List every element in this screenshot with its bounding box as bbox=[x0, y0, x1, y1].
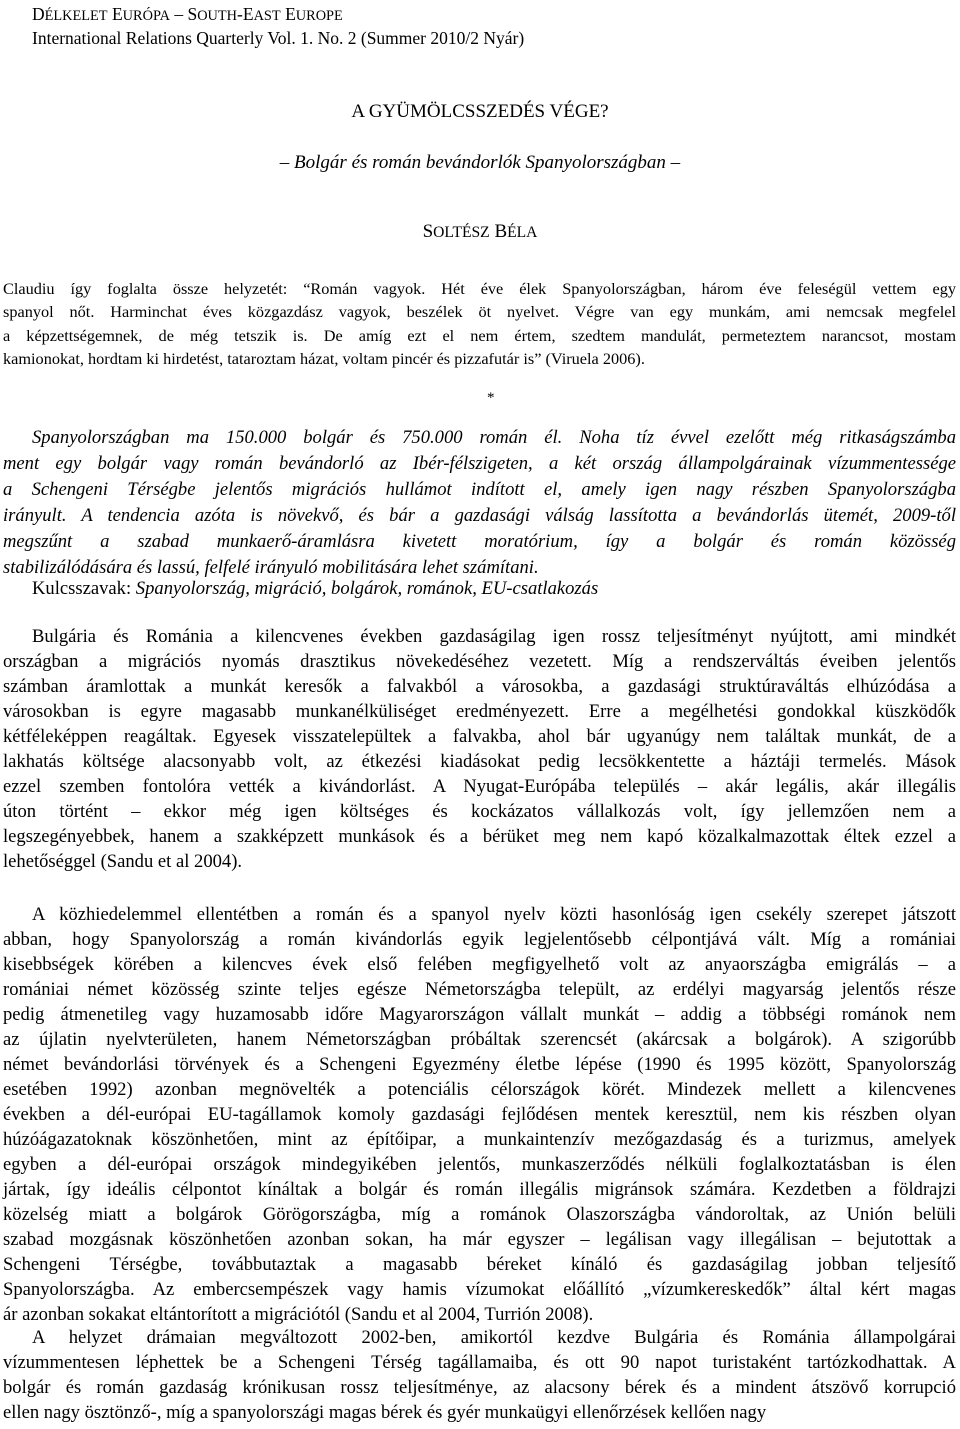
keywords-label: Kulcsszavak: bbox=[32, 578, 136, 599]
body-line: romániai német közösség szinte teljes egésze Németországba települt, az erdélyi magyarság jelentős része bbox=[3, 979, 956, 1000]
body-line: lakhatás költsége alacsonyabb volt, az étkezési kiadásokat pedig lecsökkentette a háztáji termelés. Mások bbox=[3, 751, 956, 772]
body-line: legszegényebbek, hanem a szakképzett munkások és a bérüket meg nem kapó közalkalmazottak éltek ezzel a bbox=[3, 826, 956, 847]
journal-name-separator: – bbox=[169, 4, 188, 24]
journal-name-dash: - bbox=[237, 4, 243, 24]
body-line: lehetőséggel (Sandu et al 2004). bbox=[3, 851, 243, 872]
author-letter: B bbox=[489, 221, 508, 242]
body-line: A helyzet drámaian megváltozott 2002-ben, amikortól kezdve Bulgária és Románia állampolgárai bbox=[32, 1327, 956, 1348]
author-smallcaps: OLTÉSZ bbox=[433, 224, 490, 241]
article-subtitle: – Bolgár és román bevándorlók Spanyolországban – bbox=[279, 152, 681, 173]
author-letter: S bbox=[422, 221, 434, 242]
abstract-line: irányult. A tendencia azóta is növekvő, és bár a gazdasági válság lassította a bevándorlás ütemét, 2009-től bbox=[3, 504, 956, 526]
body-line: Schengeni Térségbe, továbbutaztak a magasabb béreket kínáló és gazdaságilag jobban teljesítő bbox=[3, 1254, 956, 1275]
journal-name-letter: D bbox=[32, 4, 45, 24]
body-line: abban, hogy Spanyolország a román kivándorlás egyik legjelentősebb célpontjává vált. Míg a romániai bbox=[3, 929, 956, 950]
body-line: esetében 1992) azonban megnövelték a potenciális célországok körét. Mindezek mellett a kilencvenes bbox=[3, 1079, 956, 1100]
body-line: az újlatin nyelvterületen, hanem Németországban próbáltak szerencsét (akárcsak a bolgárok). A szigorúbb bbox=[3, 1029, 956, 1050]
body-line: ezzel szemben fontolóra vették a kivándorlást. A Nyugat-Európába település – akár legális, akár illegális bbox=[3, 776, 956, 797]
body-line: kétféleképpen reagáltak. Egyesek visszatelepültek a falvakba, ahol bár ugyanúgy nem találtak munkát, de a bbox=[3, 726, 956, 747]
journal-name-smallcaps: URÓPA bbox=[122, 8, 170, 24]
body-line: bolgár és román gazdaság krónikusan rossz teljesítménye, az alacsony bérek és a mindent átszövő korrupció bbox=[3, 1377, 956, 1398]
journal-name-smallcaps: AST bbox=[253, 8, 281, 24]
article-title: A GYÜMÖLCSSZEDÉS VÉGE? bbox=[351, 101, 609, 122]
journal-name-smallcaps: ÉLKELET bbox=[44, 8, 108, 24]
author-smallcaps: ÉLA bbox=[507, 224, 538, 241]
article-author bbox=[0, 221, 960, 243]
body-line: ellen nagy ösztönző-, míg a spanyolországi magas bérek és gyér munkaügyi ellenőrzések kellően nagy bbox=[3, 1402, 767, 1423]
section-separator: * bbox=[487, 390, 495, 406]
journal-name-letter: E bbox=[107, 4, 123, 24]
journal-issue: International Relations Quarterly Vol. 1. No. 2 (Summer 2010/2 Nyár) bbox=[32, 28, 525, 48]
journal-name-letter: S bbox=[187, 4, 198, 24]
body-line: országban a migrációs nyomás drasztikus növekedéséhez vezetett. Míg a rendszerváltás éveiben jelentős bbox=[3, 651, 956, 672]
body-line: úton történt – ekkor még igen költséges és kockázatos vállalkozás volt, így jellemzően nem a bbox=[3, 801, 956, 822]
journal-name-smallcaps: UROPE bbox=[295, 8, 343, 24]
body-line: szabad mozgásnak köszönhetően azonban sokan, ha már egyszer – legálisan vagy illegálisan – bejutottak a bbox=[3, 1229, 956, 1250]
body-line: ár azonban sokakat eltántorított a migrációtól (Sandu et al 2004, Turrión 2008). bbox=[3, 1304, 594, 1325]
quote-line: spanyol nőt. Harminchat éves közgazdász vagyok, beszélek öt nyelvet. Végre van egy munkám, ami nemcsak megfelel bbox=[3, 302, 956, 322]
body-line: közelség miatt a bolgárok Görögországba, míg a románok Olaszországba vándoroltak, az Unión belüli bbox=[3, 1204, 956, 1225]
journal-name-letter: E bbox=[242, 4, 254, 24]
journal-name-letter: E bbox=[280, 4, 296, 24]
journal-name-smallcaps: OUTH bbox=[197, 8, 238, 24]
quote-line: Claudiu így foglalta össze helyzetét: “Román vagyok. Hét éve élek Spanyolországban, három éve feleségül vettem egy bbox=[3, 279, 956, 298]
journal-name bbox=[32, 4, 343, 25]
quote-line: kamionokat, hordtam ki hirdetést, tataroztam házat, voltam pincér és pizzafutár is” (Viruela 2006). bbox=[3, 348, 645, 368]
body-line: Bulgária és Románia a kilencvenes években gazdaságilag igen rossz teljesítményt nyújtott, ami mindkét bbox=[32, 626, 956, 647]
body-line: városokban is egyre magasabb munkanélküliséget eredményezett. Erre a megélhetési gondokkal küszködők bbox=[3, 701, 956, 722]
body-line: egyben a dél-európai országok mindegyikében jelentős, munkaszerződés nélküli foglalkoztatásban is élen bbox=[3, 1154, 956, 1175]
abstract-line: Spanyolországban ma 150.000 bolgár és 750.000 román él. Noha tíz évvel ezelőtt még ritkaságszámba bbox=[32, 427, 956, 448]
body-line: A közhiedelemmel ellentétben a román és a spanyol nyelv közti hasonlóság igen csekély szerepet játszott bbox=[32, 904, 956, 925]
body-line: években a dél-európai EU-tagállamok komoly gazdasági fejlődésen mentek keresztül, nem kis részben olyan bbox=[3, 1104, 956, 1125]
quote-line: a képzettségemnek, de még tetszik is. De amíg ezt el nem értem, szedtem mandulát, permeteztem narancsot, mostam bbox=[3, 325, 956, 345]
abstract-line: ment egy bolgár vagy román bevándorló az Ibér-félszigeten, a két ország állampolgárainak vízummentessége bbox=[3, 452, 956, 474]
body-line: jártak, így ideális célpontot kínáltak a bolgár és román illegális migránsok számára. Kezdetben a földrajzi bbox=[3, 1179, 956, 1200]
body-line: számban áramlottak a munkát keresők a falvakból a városokba, a gazdasági struktúraváltás elhúzódása a bbox=[3, 676, 956, 697]
body-line: pedig átmenetileg vagy huzamosabb időre Magyarországon vállalt munkát – addig a többségi románok nem bbox=[3, 1004, 956, 1025]
abstract-line: a Schengeni Térségbe jelentős migrációs hullámot indított el, amely igen nagy részben Spanyolországba bbox=[3, 478, 956, 500]
abstract-line: megszűnt a szabad munkaerő-áramlásra kivetett moratórium, így a bolgár és román közösség bbox=[3, 530, 956, 552]
abstract-line: stabilizálódására és lassú, felfelé irányuló mobilitására lehet számítani. bbox=[3, 556, 539, 578]
body-line: Spanyolországba. Az embercsempészek vagy hamis vízumokat előállító „vízumkereskedők” által kért magas bbox=[3, 1279, 956, 1300]
body-line: húzóágazatoknak köszönhetően, mint az építőipar, a munkaintenzív mezőgazdaság és a turizmus, amelyek bbox=[3, 1129, 956, 1150]
keywords-value: Spanyolország, migráció, bolgárok, románok, EU-csatlakozás bbox=[135, 578, 599, 599]
keywords-line bbox=[32, 578, 956, 600]
body-line: kisebbségek körében a kilencves évek első felében megfigyelhető volt az anyaországba emigrálás – a bbox=[3, 954, 956, 975]
body-line: vízummentesen léphettek be a Schengeni Térség tagállamaiba, és ott 90 napot turistaként tartózkodhattak. A bbox=[3, 1352, 956, 1373]
body-line: német bevándorlási törvények és a Schengeni Egyezmény életbe lépése (1990 és 1995 között, Spanyolország bbox=[3, 1054, 956, 1075]
